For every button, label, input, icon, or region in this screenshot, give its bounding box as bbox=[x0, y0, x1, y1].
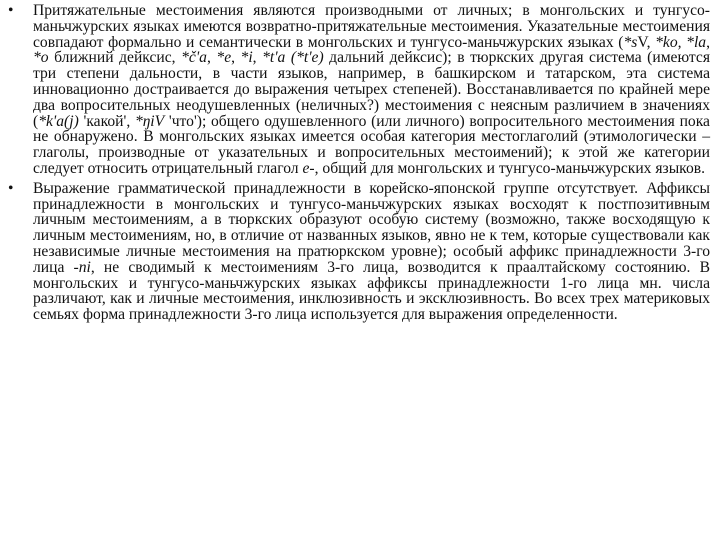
text-run: , bbox=[231, 49, 241, 67]
text-run: , не сводимый к местоимениям 3-го лица, возводится к праалтайскому состоянию. В монгольских и тунгусо-маньчжурских языках аффиксы принадлежности 1-го лица мн. числа различают, как и личные местоимения, инклюзивность и эксклюзивность. Во всех трех материковых семьях форма принадлежности 3-го лица используется для выражения определенности. bbox=[33, 258, 710, 324]
paragraph-grammatical-possession bbox=[0, 181, 720, 323]
text-run: Притяжательные местоимения являются производными от личных; в монгольских и тунгусо-маньчжурских языках имеются возвратно-притяжательные местоимения. Указательные местоимения совпадают формально и семантически в монгольских и тунгусо-маньчжурских языках ( bbox=[33, 2, 710, 51]
italic-form: *i bbox=[240, 49, 253, 67]
italic-form: -ni bbox=[73, 258, 91, 276]
text-run: , bbox=[252, 49, 263, 67]
text-run: 'какой', bbox=[78, 112, 135, 130]
text-run: V, bbox=[637, 33, 656, 51]
text-run: Выражение грамматической принадлежности в корейско-японской группе отсутствует. Аффиксы принадлежности в монгольских и тунгусо-маньчжурских языках восходят к постпозитивным личным местоимениям, а в тюркских образуют особую систему (возможно, также восходящую к личным местоимениям, но, в отличие от названных языков, явно не к тем, которые существовали как независимые личные местоимения на пратюркском уровне); особый аффикс принадлежности 3-го лица bbox=[33, 179, 710, 276]
italic-form: *ŋiV bbox=[134, 112, 165, 130]
text-run: ближний дейксис, bbox=[48, 49, 182, 67]
paragraph-text bbox=[33, 2, 710, 177]
text-run: , bbox=[706, 33, 710, 51]
bullet-list bbox=[0, 3, 720, 323]
italic-form: *č'a bbox=[181, 49, 207, 67]
text-run: дальний дейксис); в тюркских другая система (имеются три степени дальности, в части языков, например, в башкирском и татарском, эта система инновационно достраивается до выражения четырех степеней). Восстанавливается по крайней мере два вопросительных неодушевленных (неличных?) местоимения с неясным различием в значениях ( bbox=[33, 49, 711, 130]
paragraph-possessive-pronouns bbox=[0, 3, 720, 177]
italic-form: *e bbox=[216, 49, 232, 67]
text-run: , bbox=[206, 49, 217, 67]
italic-form: e- bbox=[302, 159, 315, 177]
italic-form: *s bbox=[623, 33, 638, 51]
bullet-icon: • bbox=[8, 2, 14, 19]
italic-form: *ko, *la bbox=[655, 33, 707, 51]
italic-form: *k'a(j) bbox=[38, 112, 79, 130]
text-run: 'что'); общего одушевленного (или личного) вопросительного местоимения пока не обнаружено. В монгольских языках имеется особая категория местоглаголий (этимологически – глаголы, производные от указательных и вопросительных местоимений); к этой же категории следует относить отрицательный глагол bbox=[33, 112, 710, 177]
bullet-icon: • bbox=[8, 179, 14, 197]
italic-form: *t'a (*t'e) bbox=[262, 49, 324, 67]
italic-form: *o bbox=[33, 49, 49, 67]
text-run: , общий для монгольских и тунгусо-маньчжурских языков. bbox=[314, 159, 706, 177]
paragraph-text bbox=[33, 180, 710, 323]
